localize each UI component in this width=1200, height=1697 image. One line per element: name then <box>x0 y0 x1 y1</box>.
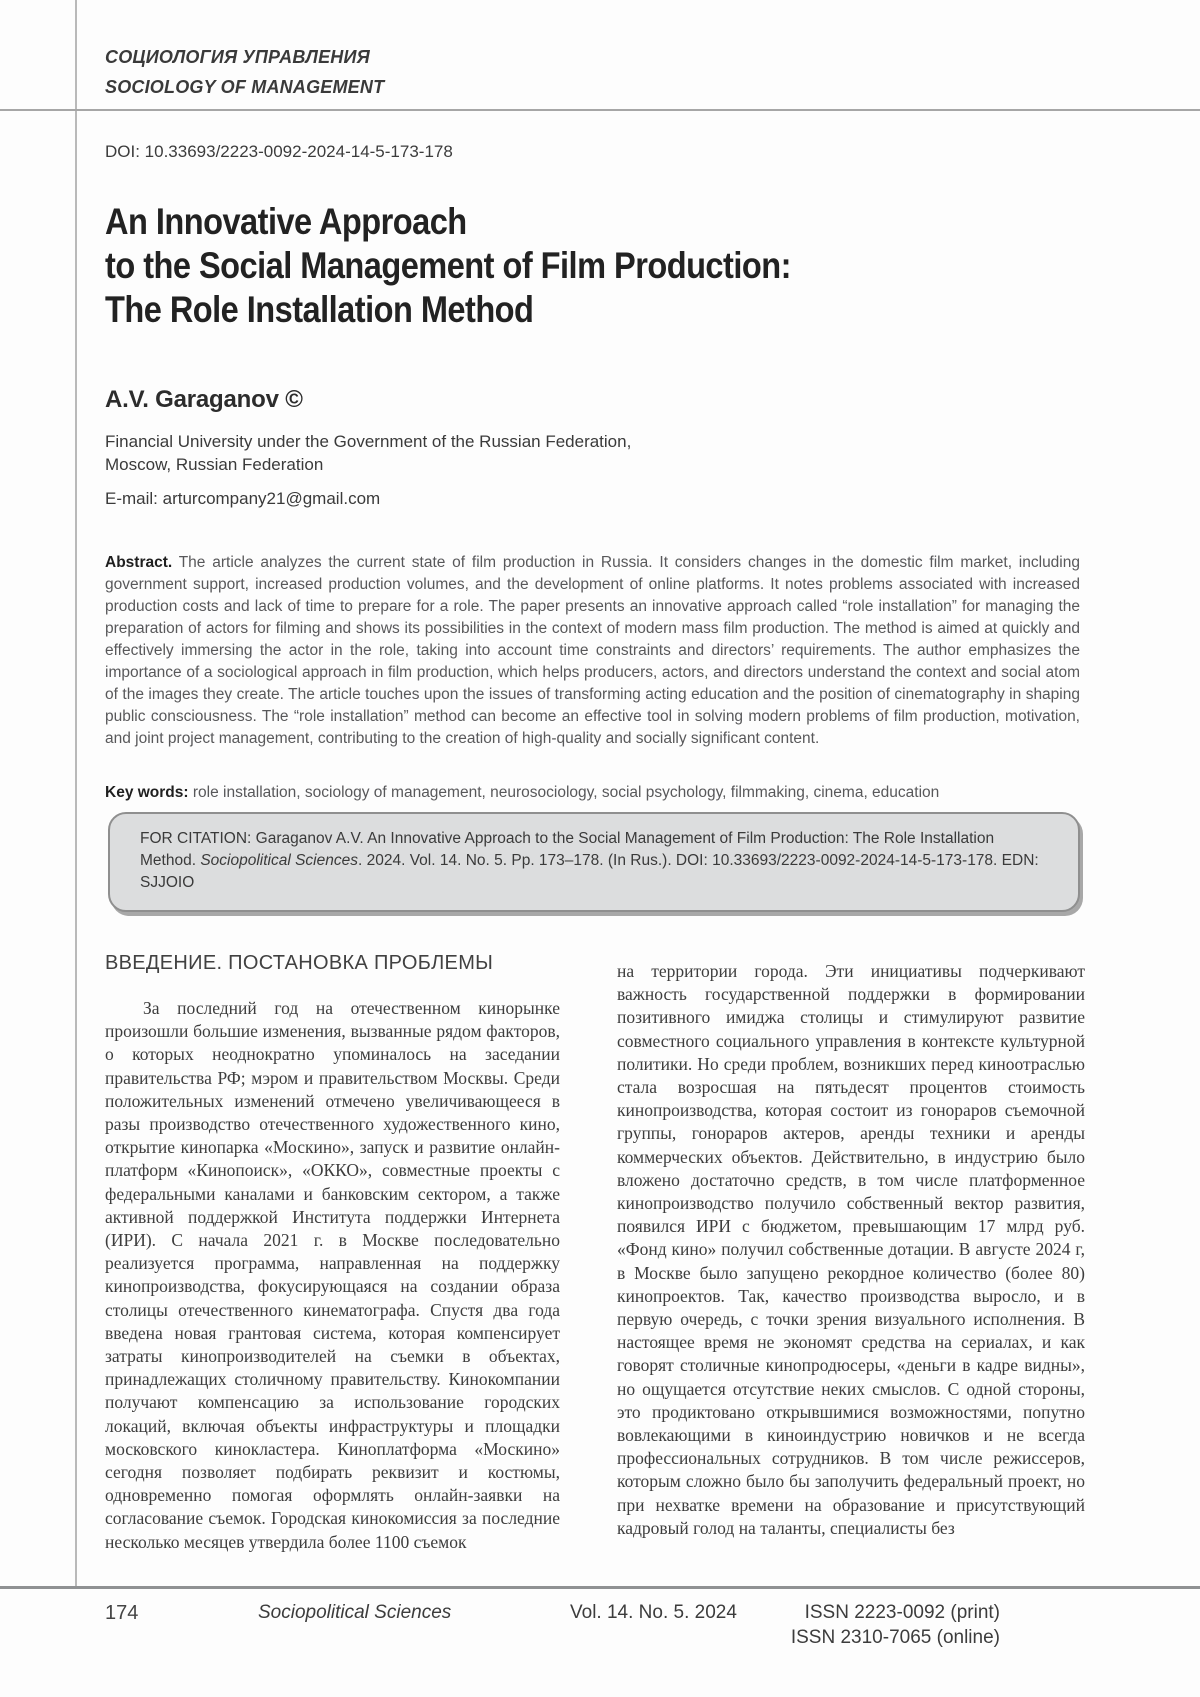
footer-journal-name: Sociopolitical Sciences <box>258 1602 452 1623</box>
for-citation-box <box>108 812 1080 912</box>
section-kicker-english: SOCIOLOGY OF MANAGEMENT <box>105 77 385 97</box>
footer-issn-print: ISSN 2223-0092 (print) <box>804 1602 1000 1623</box>
affiliation-line-2: Moscow, Russian Federation <box>105 455 324 474</box>
body-column-right-text: на территории города. Эти инициативы подчеркивают важность государственной поддержки в формировании позитивного имиджа столицы и стимулируют развитие совместного социального управления в контексте культурной политики. Но среди проблем, возникших перед киноотраслью стала возросшая на пятьдесят процентов стоимость кинопроизводства, которая состоит из гонораров съемочной группы, гонораров актеров, аренды техники и аренды коммерческих объектов. Действительно, в индустрию было вложено достаточно средств, в том числе платформенное кинопроизводство получило собственный вектор развития, появился ИРИ с бюджетом, превышающим 17 млрд руб. «Фонд кино» получил собственные дотации. В августе 2024 г, в Москве было запущено рекордное количество (более 80) кинопроектов. Так, качество производства выросло, и в первую очередь, с точки зрения визуального исполнения. В настоящее время не экономят средства на сериалах, и как говорят столичные кинопродюсеры, «деньги в кадре видны», но ощущается отсутствие неких смыслов. С одной стороны, это продиктовано открывшимися возможностями, попутно вовлекающими в киноиндустрию новичков и не всегда профессиональных сотрудников. В том числе режиссеров, которым сложно было бы заполучить федеральный проект, но при нехватке времени на образование и присутствующий кадровый голод на таланты, специалисты без <box>617 961 1085 1538</box>
footer-divider-rule <box>0 1586 1200 1589</box>
abstract-paragraph <box>105 552 1080 750</box>
abstract-label: Abstract. <box>105 553 173 571</box>
keywords-label: Key words: <box>105 783 189 801</box>
body-column-left <box>105 997 560 1583</box>
author-affiliation <box>105 430 631 476</box>
body-column-right <box>617 960 1085 1584</box>
author-name: A.V. Garaganov © <box>105 386 303 413</box>
article-title-line-3: The Role Installation Method <box>105 289 534 330</box>
keywords-paragraph <box>105 782 1080 804</box>
citation-journal-name: Sociopolitical Sciences <box>200 852 358 869</box>
section-kicker-russian: СОЦИОЛОГИЯ УПРАВЛЕНИЯ <box>105 47 370 67</box>
footer-volume-issue: Vol. 14. No. 5. 2024 <box>570 1602 737 1623</box>
footer-issn-online: ISSN 2310-7065 (online) <box>790 1627 1000 1648</box>
article-title <box>105 200 915 332</box>
keywords-text: role installation, sociology of management, neurosociology, social psychology, filmmaking, cinema, education <box>192 783 940 801</box>
footer-page-number: 174 <box>105 1602 139 1624</box>
section-heading-introduction: ВВЕДЕНИЕ. ПОСТАНОВКА ПРОБЛЕМЫ <box>105 952 494 974</box>
body-column-left-text: За последний год на отечественном кинорынке произошли большие изменения, вызванные рядом факторов, о которых неоднократно упоминалось на заседании правительства РФ; мэром и правительством Москвы. Среди положительных изменений отмечено увеличивающееся в разы производство отечественного художественного кино, открытие кинопарка «Москино», запуск и развитие онлайн-платформ «Кинопоиск», «ОККО», совместные проекты с федеральными каналами и банковским сектором, а также активной поддержкой Института поддержки Интернета (ИРИ). С начала 2021 г. в Москве последовательно реализуется программа, направленная на поддержку кинопроизводства, фокусирующаяся на создании образа столицы отечественного кинематографа. Спустя два года введена новая грантовая система, которая компенсирует затраты кинопроизводителей на съемки в объектах, принадлежащих столичному правительству. Кинокомпании получают компенсацию за использование городских локаций, включая объекты инфраструктуры и площадки московского кинокластера. Киноплатформа «Москино» сегодня позволяет подбирать реквизит и костюмы, одновременно помогая оформлять онлайн-заявки на согласование съемок. Городская кинокомиссия за последние несколько месяцев утвердила более 1100 съемок <box>105 998 560 1552</box>
section-kicker <box>105 42 384 102</box>
header-divider-rule <box>0 109 1200 111</box>
left-margin-rule <box>75 0 77 1586</box>
abstract-text: The article analyzes the current state of film production in Russia. It considers changes in the domestic film market, including government support, increased production volumes, and the development of online platforms. It notes problems associated with increased production costs and lack of time to prepare for a role. The paper presents an innovative approach called “role installation” for managing the preparation of actors for filming and shows its possibilities in the context of modern mass film production. The method is aimed at quickly and effectively immersing the actor in the role, taking into account time constraints and directors’ requirements. The author emphasizes the importance of a sociological approach in film production, which helps producers, actors, and directors understand the context and social atom of the images they create. The article touches upon the issues of transforming acting education and the position of cinematography in shaping public consciousness. The “role installation” method can become an effective tool in solving modern problems of film production, motivation, and joint project management, contributing to the creation of high-quality and socially significant content. <box>105 553 1080 747</box>
citation-prefix: FOR CITATION: Garaganov A.V. An Innovative Approach to the Social Management of Film Production: The Role Installation Method. <box>140 830 995 869</box>
footer-issn-block <box>791 1600 1000 1650</box>
author-email: E-mail: arturcompany21@gmail.com <box>105 489 381 508</box>
doi-line: DOI: 10.33693/2223-0092-2024-14-5-173-178 <box>105 142 453 161</box>
article-title-line-2: to the Social Management of Film Production: <box>105 245 791 286</box>
article-title-line-1: An Innovative Approach <box>105 201 467 242</box>
citation-suffix: . 2024. Vol. 14. No. 5. Pp. 173–178. (In Rus.). DOI: 10.33693/2223-0092-2024-14-5-173-178. EDN: SJJOIO <box>140 852 1039 891</box>
affiliation-line-1: Financial University under the Government of the Russian Federation, <box>105 432 632 451</box>
